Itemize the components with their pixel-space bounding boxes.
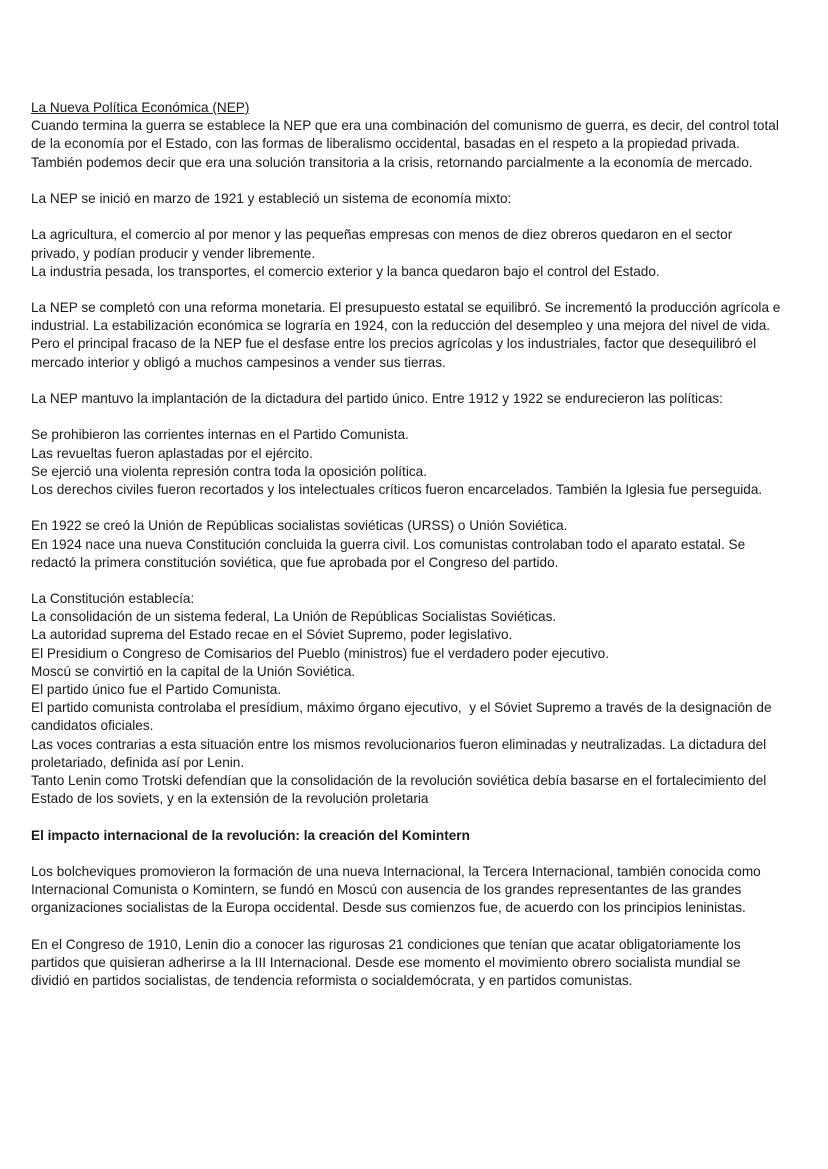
text-line: dividió en partidos socialistas, de tendencia reformista o socialdemócrata, y en partidos comunistas.	[31, 973, 633, 988]
text-line: La industria pesada, los transportes, el comercio exterior y la banca quedaron bajo el control del Estado.	[31, 263, 660, 279]
text-line: Las revueltas fueron aplastadas por el ejército.	[31, 445, 313, 461]
text-line: organizaciones socialistas de la Europa occidental. Desde sus comienzos fue, de acuerdo con los principios leninistas.	[31, 900, 746, 916]
paragraph-single-party	[31, 390, 801, 408]
paragraph-komintern	[31, 863, 801, 918]
text-line: Se prohibieron las corrientes internas en el Partido Comunista.	[31, 427, 409, 443]
paragraph-monetary-reform	[31, 299, 801, 372]
text-line: El Presidium o Congreso de Comisarios del Pueblo (ministros) fue el verdadero poder ejecutivo.	[31, 645, 610, 661]
text-line: proletariado, definida así por Lenin.	[31, 754, 245, 770]
text-line: candidatos oficiales.	[31, 718, 154, 734]
text-line: La consolidación de un sistema federal, La Unión de Repúblicas Socialistas Soviéticas.	[31, 609, 557, 625]
paragraph-21-conditions	[31, 936, 801, 991]
text-line: La autoridad suprema del Estado recae en el Sóviet Supremo, poder legislativo.	[31, 627, 513, 643]
text-line: industrial. La estabilización económica se lograría en 1924, con la reducción del desempleo y una mejora del nivel de vida.	[31, 318, 771, 334]
text-line: También podemos decir que era una solución transitoria a la crisis, retornando parcialmente a la economía de mercado.	[31, 154, 753, 170]
komintern-heading: El impacto internacional de la revolución: la creación del Komintern	[31, 827, 470, 843]
text-line: partidos que quisieran adherirse a la III Internacional. Desde ese momento el movimiento obrero socialista mundial se	[31, 954, 741, 970]
text-line: En 1922 se creó la Unión de Repúblicas socialistas soviéticas (URSS) o Unión Soviética.	[31, 518, 568, 534]
text-line: Moscú se convirtió en la capital de la Unión Soviética.	[31, 663, 356, 679]
paragraph-urss-creation	[31, 517, 801, 572]
text-line: El partido único fue el Partido Comunista.	[31, 682, 282, 697]
text-line: mercado interior y obligó a muchos campesinos a vender sus tierras.	[31, 354, 446, 370]
text-line: Los derechos civiles fueron recortados y los intelectuales críticos fueron encarcelados. También la Iglesia fue perseguida.	[31, 481, 763, 497]
text-line: Internacional Comunista o Komintern, se fundó en Moscú con ausencia de los grandes representantes de las grandes	[31, 882, 742, 898]
text-line: Los bolcheviques promovieron la formación de una nueva Internacional, la Tercera Internacional, también conocida como	[31, 863, 761, 879]
text-line: Las voces contrarias a esta situación entre los mismos revolucionarios fueron eliminadas y neutralizadas. La dictadura del	[31, 736, 767, 752]
text-line: La agricultura, el comercio al por menor y las pequeñas empresas con menos de diez obreros quedaron en el sector	[31, 227, 733, 243]
nep-heading: La Nueva Política Económica (NEP)	[31, 100, 250, 115]
text-line: La NEP se completó con una reforma monetaria. El presupuesto estatal se equilibró. Se incrementó la producción agrícola e	[31, 300, 781, 316]
paragraph-nep-intro	[31, 117, 801, 172]
text-line: La NEP mantuvo la implantación de la dictadura del partido único. Entre 1912 y 1922 se endurecieron las políticas:	[31, 391, 723, 406]
text-line: de la economía por el Estado, con las formas de liberalismo occidental, basadas en el respeto a la propiedad privada.	[31, 136, 740, 152]
text-line: El partido comunista controlaba el presídium, máximo órgano ejecutivo, y el Sóviet Supremo a través de la designación de	[31, 700, 772, 716]
paragraph-nep-start	[31, 190, 801, 208]
paragraph-constitution	[31, 590, 801, 808]
text-line: Cuando termina la guerra se establece la NEP que era una combinación del comunismo de guerra, es decir, del control total	[31, 118, 779, 134]
paragraph-repression-list	[31, 426, 801, 499]
text-line: Pero el principal fracaso de la NEP fue el desfase entre los precios agrícolas y los industriales, factor que desequilibró el	[31, 336, 757, 352]
text-line: Tanto Lenin como Trotski defendían que la consolidación de la revolución soviética debía basarse en el fortalecimiento del	[31, 772, 767, 788]
text-line: En 1924 nace una nueva Constitución concluida la guerra civil. Los comunistas controlaban todo el aparato estatal. Se	[31, 536, 746, 552]
text-line: redactó la primera constitución soviética, que fue aprobada por el Congreso del partido.	[31, 554, 559, 570]
paragraph-mixed-economy	[31, 226, 801, 281]
text-line: privado, y podían producir y vender libremente.	[31, 245, 316, 261]
text-line: La Constitución establecía:	[31, 591, 195, 607]
text-line: Se ejerció una violenta represión contra toda la oposición política.	[31, 463, 427, 479]
text-line: La NEP se inició en marzo de 1921 y estableció un sistema de economía mixto:	[31, 190, 512, 206]
document-page	[31, 99, 801, 990]
text-line: En el Congreso de 1910, Lenin dio a conocer las rigurosas 21 condiciones que tenían que acatar obligatoriamente los	[31, 936, 741, 952]
text-line: Estado de los soviets, y en la extensión de la revolución proletaria	[31, 791, 429, 807]
